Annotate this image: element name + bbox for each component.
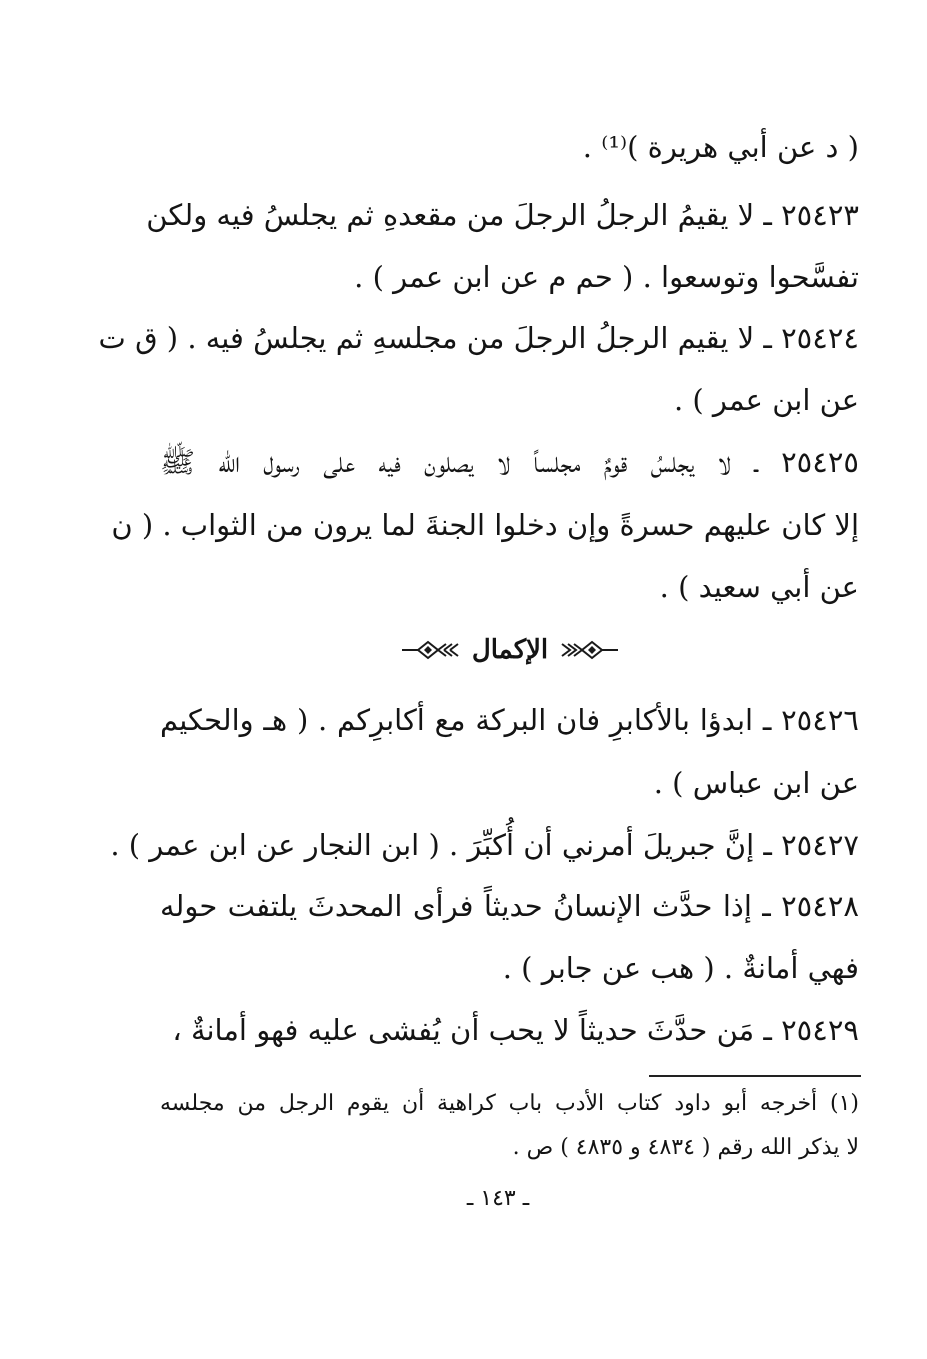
- hadith-25428-line-2: فهي أمانةٌ . ( هب عن جابر ) .: [502, 951, 859, 985]
- hadith-25426-line-1: ٢٥٤٢٦ ـ ابدؤا بالأكابرِ فان البركة مع أكابرِكم . ( هـ والحكيم: [160, 703, 859, 737]
- footnote-line-2: لا يذكر الله رقم ( ٤٨٣٤ و ٤٨٣٥ ) ص .: [512, 1135, 859, 1160]
- hadith-25429-line-1: ٢٥٤٢٩ ـ مَن حدَّثَ حديثاً لا يحب أن يُفشى عليه فهو أمانةٌ ،: [172, 1013, 859, 1047]
- section-header-title: الإكمال: [471, 635, 549, 665]
- section-header: [400, 630, 620, 670]
- hadith-25425-line-2: إلا كان عليهم حسرةً وإن دخلوا الجنةَ لما يرون من الثواب . ( ن: [111, 508, 859, 542]
- hadith-25428-line-1: ٢٥٤٢٨ ـ إذا حدَّث الإنسانُ حديثاً فرأى المحدثَ يلتفت حوله: [160, 889, 859, 923]
- hadith-25425-line-1: ٢٥٤٢٥ ـ لا يجلسُ قومٌ مجلساً لا يصلون فيه على رسول الله ﷺ: [160, 445, 859, 479]
- text-line-1: ( د عن أبي هريرة )⁽¹⁾ .: [582, 130, 859, 164]
- hadith-25426-line-2: عن ابن عباس ) .: [653, 766, 859, 800]
- hadith-25423-line-2: تفسَّحوا وتوسعوا . ( حم م عن ابن عمر ) .: [354, 260, 859, 294]
- ornament-left-icon: [400, 638, 460, 662]
- hadith-25423-line-1: ٢٥٤٢٣ ـ لا يقيمُ الرجلُ الرجلَ من مقعدهِ ثم يجلسُ فيه ولكن: [146, 198, 859, 232]
- hadith-25427-line-1: ٢٥٤٢٧ ـ إنَّ جبريلَ أمرني أن أُكبِّرَ . ( ابن النجار عن ابن عمر ) .: [110, 828, 859, 862]
- ornament-right-icon: [560, 638, 620, 662]
- hadith-25424-line-2: عن ابن عمر ) .: [673, 383, 859, 417]
- page-number: ـ ١٤٣ ـ: [466, 1186, 530, 1211]
- hadith-25425-line-3: عن أبي سعيد ) .: [659, 570, 859, 604]
- footnote-divider: [649, 1075, 861, 1077]
- footnote-line-1: (١) أخرجه أبو داود كتاب الأدب باب كراهية أن يقوم الرجل من مجلسه: [160, 1091, 859, 1116]
- hadith-25424-line-1: ٢٥٤٢٤ ـ لا يقيم الرجلُ الرجلَ من مجلسهِ ثم يجلسُ فيه . ( ق ت: [98, 321, 859, 355]
